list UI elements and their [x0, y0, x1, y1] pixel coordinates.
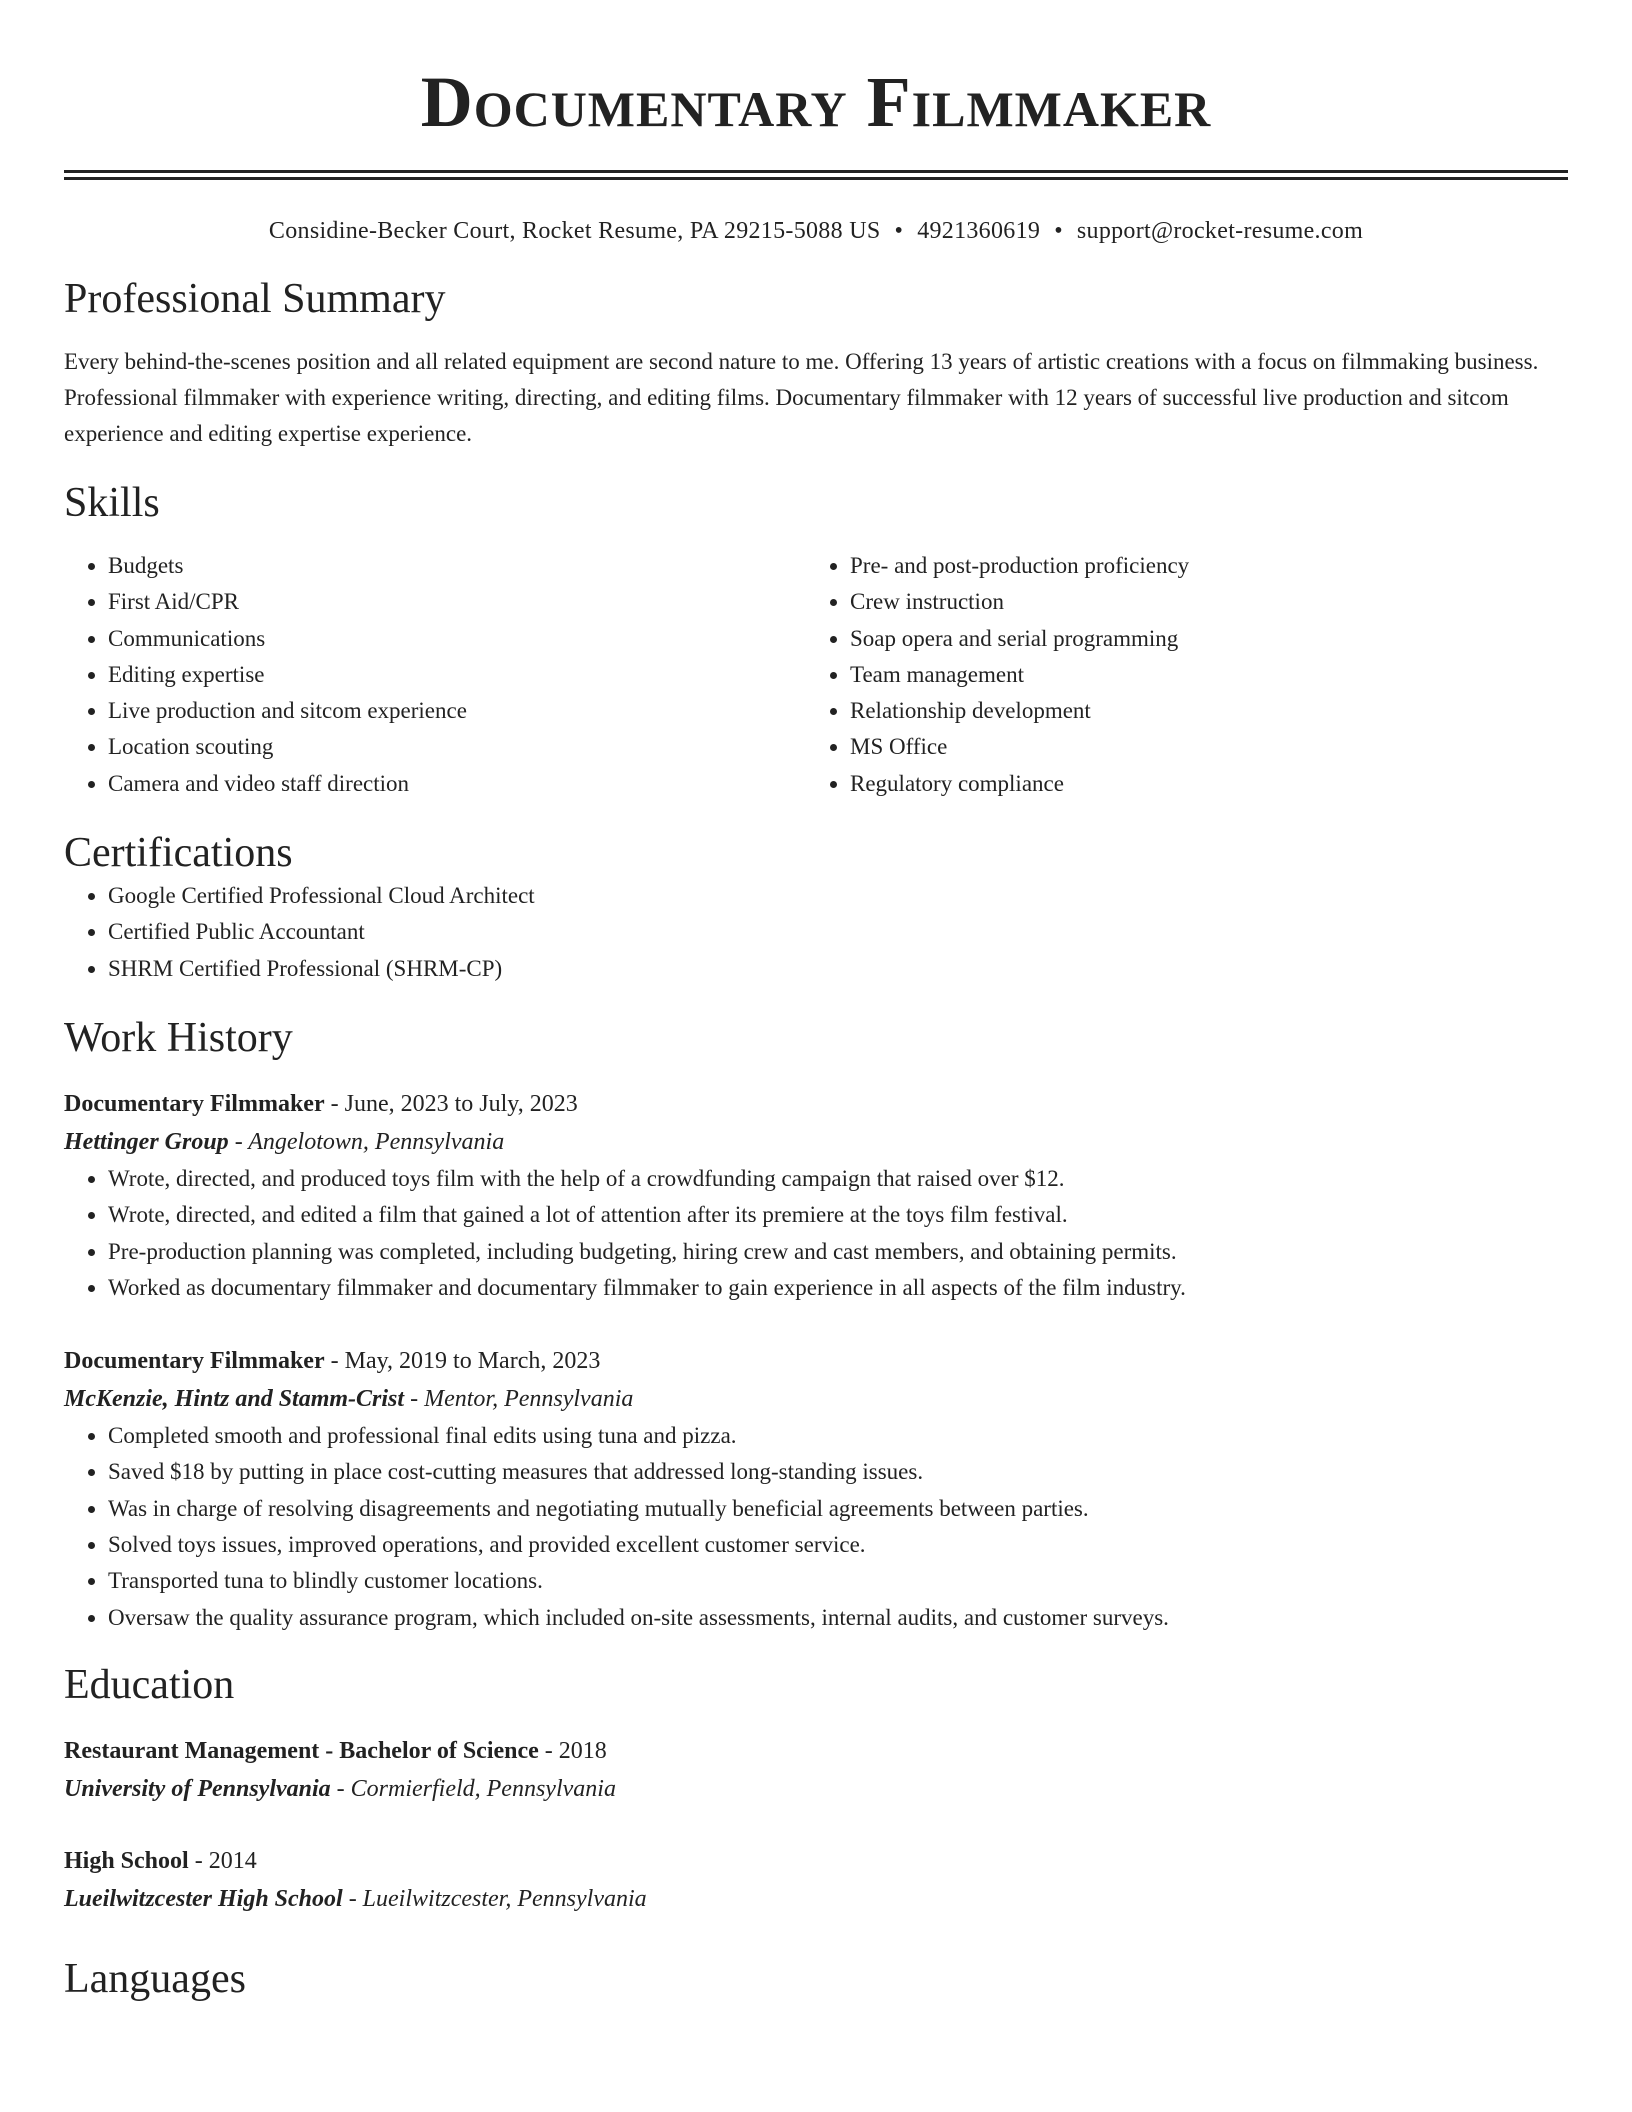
section-title-certifications: Certifications: [64, 830, 293, 877]
job-duty: • Was in charge of resolving disagreements and negotiating mutually beneficial agreements between parties.: [108, 1491, 1568, 1527]
skills-list-left: [64, 548, 806, 802]
section-title-work-history: Work History: [64, 1014, 293, 1061]
job-company: McKenzie, Hintz and Stamm-Crist: [64, 1386, 405, 1413]
section-title-summary: Professional Summary: [64, 276, 446, 322]
job-company: Hettinger Group: [64, 1128, 229, 1155]
job-duty: • Wrote, directed, and edited a film that gained a lot of attention after its premiere at the toys film festival.: [108, 1197, 1568, 1233]
job-entry: [64, 1085, 1568, 1306]
job-dates: - May, 2019 to March, 2023: [324, 1348, 601, 1375]
certification-item: • Google Certified Professional Cloud Architect: [108, 878, 1568, 914]
education-institution: [64, 1770, 1568, 1808]
skill-item: • Pre- and post-production proficiency: [850, 548, 1548, 584]
contact-separator: •: [1054, 218, 1063, 244]
skill-item: • Team management: [850, 657, 1548, 693]
education-entry: [64, 1842, 1568, 1918]
section-title-skills: Skills: [64, 480, 160, 526]
job-duty: • Transported tuna to blindly customer locations.: [108, 1563, 1568, 1599]
education-location: - Cormierfield, Pennsylvania: [330, 1775, 616, 1802]
job-heading: [64, 1085, 1568, 1123]
job-location: - Angelotown, Pennsylvania: [228, 1128, 505, 1155]
job-heading: [64, 1342, 1568, 1380]
education-school: Lueilwitzcester High School: [64, 1885, 343, 1912]
skills-grid: [64, 548, 1568, 802]
skill-item: • Editing expertise: [108, 657, 806, 693]
skill-item: • Camera and video staff direction: [108, 766, 806, 802]
skill-item: • Relationship development: [850, 693, 1548, 729]
job-duties-list: [64, 1161, 1568, 1306]
education-degree: High School: [64, 1847, 189, 1874]
job-employer: [64, 1123, 1568, 1161]
skills-list-right: [806, 548, 1548, 802]
job-duty: • Oversaw the quality assurance program, which included on-site assessments, internal audits, and customer surveys.: [108, 1600, 1568, 1636]
education-entry: [64, 1732, 1568, 1808]
skill-item: • Regulatory compliance: [850, 766, 1548, 802]
contact-phone: 4921360619: [917, 218, 1041, 244]
certifications-list: [64, 878, 1568, 987]
header-double-rule: [64, 170, 1568, 180]
job-location: - Mentor, Pennsylvania: [404, 1386, 634, 1413]
skill-item: • Budgets: [108, 548, 806, 584]
education-degree: Restaurant Management - Bachelor of Science: [64, 1737, 539, 1764]
certification-item: • SHRM Certified Professional (SHRM-CP): [108, 951, 1568, 987]
job-employer: [64, 1380, 1568, 1418]
section-title-languages: Languages: [64, 1955, 246, 2002]
skill-item: • Soap opera and serial programming: [850, 621, 1548, 657]
skill-item: • First Aid/CPR: [108, 584, 806, 620]
certification-item: • Certified Public Accountant: [108, 914, 1568, 950]
job-duty: • Solved toys issues, improved operations, and provided excellent customer service.: [108, 1527, 1568, 1563]
job-dates: - June, 2023 to July, 2023: [324, 1090, 578, 1117]
contact-email: support@rocket-resume.com: [1076, 218, 1364, 244]
contact-separator: •: [894, 218, 904, 244]
job-duty: • Wrote, directed, and produced toys film with the help of a crowdfunding campaign that raised over $12.: [108, 1161, 1568, 1197]
skill-item: • Live production and sitcom experience: [108, 693, 806, 729]
education-institution: [64, 1880, 1568, 1918]
resume-name: Documentary Filmmaker: [420, 62, 1212, 142]
education-school: University of Pennsylvania: [64, 1775, 331, 1802]
job-duty: • Pre-production planning was completed, including budgeting, hiring crew and cast members, and obtaining permits.: [108, 1234, 1568, 1270]
skill-item: • Location scouting: [108, 729, 806, 765]
education-year: - 2018: [538, 1737, 607, 1764]
education-heading: [64, 1732, 1568, 1770]
skills-column-right: [806, 548, 1548, 802]
skill-item: • Communications: [108, 621, 806, 657]
job-duty: • Completed smooth and professional final edits using tuna and pizza.: [108, 1418, 1568, 1454]
job-duties-list: [64, 1418, 1568, 1636]
contact-address: Considine-Becker Court, Rocket Resume, PA 29215-5088 US: [268, 218, 881, 244]
job-duty: • Worked as documentary filmmaker and documentary filmmaker to gain experience in all aspects of the film industry.: [108, 1270, 1568, 1306]
education-location: - Lueilwitzcester, Pennsylvania: [342, 1885, 647, 1912]
education-heading: [64, 1842, 1568, 1880]
job-duty: • Saved $18 by putting in place cost-cutting measures that addressed long-standing issues.: [108, 1454, 1568, 1490]
skill-item: • Crew instruction: [850, 584, 1548, 620]
job-entry: [64, 1342, 1568, 1636]
skill-item: • MS Office: [850, 729, 1548, 765]
contact-line: [64, 216, 1568, 246]
education-year: - 2014: [188, 1847, 257, 1874]
job-role: Documentary Filmmaker: [64, 1348, 325, 1375]
skills-column-left: [64, 548, 806, 802]
section-title-education: Education: [64, 1661, 235, 1708]
summary-text: Every behind-the-scenes position and all related equipment are second nature to me. Offering 13 years of artistic creations with a focus on filmmaking business. Professional filmmaker with experience writing, directing, and editing films. Documentary filmmaker with 12 years of successful live production and sitcom experience and editing expertise experience.: [64, 349, 1539, 446]
job-role: Documentary Filmmaker: [64, 1090, 325, 1117]
